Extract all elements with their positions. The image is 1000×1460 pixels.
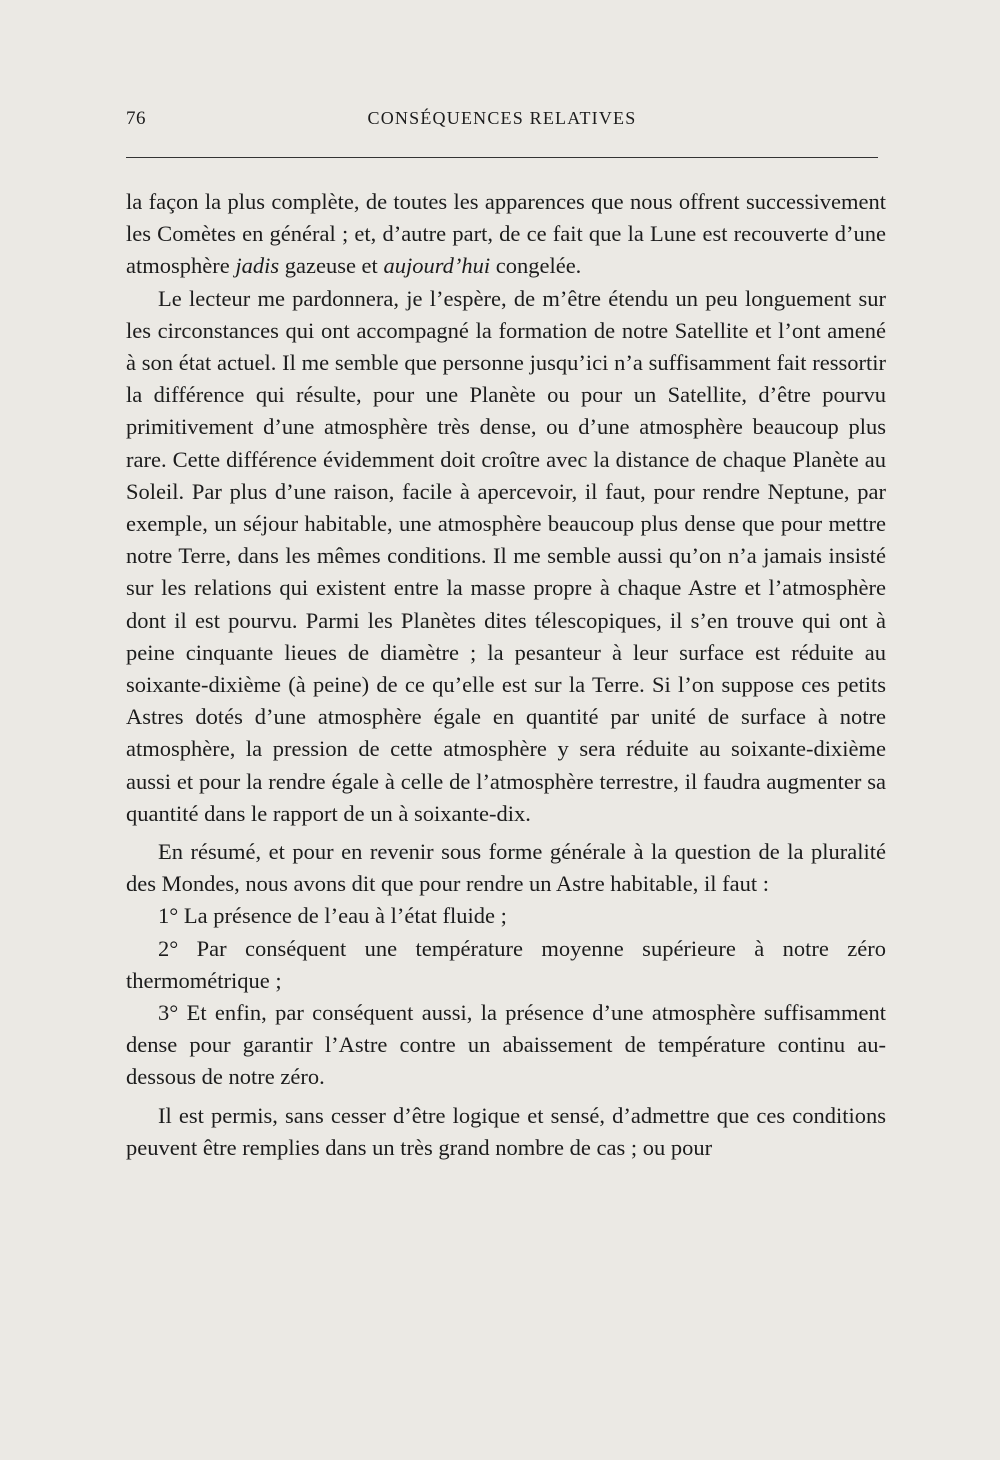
running-title: CONSÉQUENCES RELATIVES bbox=[367, 108, 637, 128]
header-rule bbox=[126, 157, 878, 158]
list-item-1: 1° La présence de l’eau à l’état fluide ; bbox=[158, 903, 507, 929]
italic-jadis: jadis bbox=[235, 253, 280, 279]
body-text bbox=[126, 186, 886, 1164]
paragraph-1-text-c: congelée. bbox=[490, 253, 582, 279]
page-number: 76 bbox=[126, 108, 146, 129]
paragraph-4: Il est permis, sans cesser d’être logique et sensé, d’admettre que ces conditions peuvent être remplies dans un très grand nombre de cas ; ou pour bbox=[126, 1102, 886, 1160]
page-header bbox=[126, 108, 878, 138]
list-item-2: 2° Par conséquent une température moyenne supérieure à notre zéro thermométrique ; bbox=[126, 935, 886, 993]
paragraph-1 bbox=[126, 186, 886, 283]
paragraph-1-text-b: gazeuse et bbox=[279, 253, 384, 279]
paragraph-3: En résumé, et pour en revenir sous forme générale à la question de la pluralité des Mondes, nous avons dit que pour rendre un Astre habitable, il faut : bbox=[126, 839, 886, 897]
italic-aujourdhui: aujourd’hui bbox=[383, 253, 491, 279]
paragraph-1-text-a: la façon la plus complète, de toutes les apparences que nous offrent successivement les Comètes en général ; et, d’autre part, de ce fait que la Lune est recouverte d’une atmosphère bbox=[126, 189, 886, 279]
list-item-3: 3° Et enfin, par conséquent aussi, la présence d’une atmosphère suffisamment dense pour garantir l’Astre contre un abaissement de température continu au-dessous de notre zéro. bbox=[126, 1000, 886, 1090]
paragraph-2: Le lecteur me pardonnera, je l’espère, de m’être étendu un peu longuement sur les circonstances qui ont accompagné la formation de notre Satellite et l’ont amené à son état actuel. Il me semble que personne jusqu’ici n’a suffisamment fait ressortir la différence qui résulte, pour une Planète ou pour un Satellite, d’être pourvu primitivement d’une atmosphère très dense, ou d’une atmosphère beaucoup plus rare. Cette différence évidemment doit croître avec la distance de chaque Planète au Soleil. Par plus d’une raison, facile à apercevoir, il faut, pour rendre Neptune, par exemple, un séjour habitable, une atmosphère beaucoup plus dense que pour mettre notre Terre, dans les mêmes conditions. Il me semble aussi qu’on n’a jamais insisté sur les relations qui existent entre la masse propre à chaque Astre et l’atmosphère dont il est pourvu. Parmi les Planètes dites télescopiques, il s’en trouve qui ont à peine cinquante lieues de diamètre ; la pesanteur à leur surface est réduite au soixante-dixième (à peine) de ce qu’elle est sur la Terre. Si l’on suppose ces petits Astres dotés d’une atmosphère égale en quantité par unité de surface à notre atmosphère, la pression de cette atmosphère y sera réduite au soixante-dixième aussi et pour la rendre égale à celle de l’atmosphère terrestre, il faudra augmenter sa quantité dans le rapport de un à soixante-dix. bbox=[126, 285, 886, 826]
